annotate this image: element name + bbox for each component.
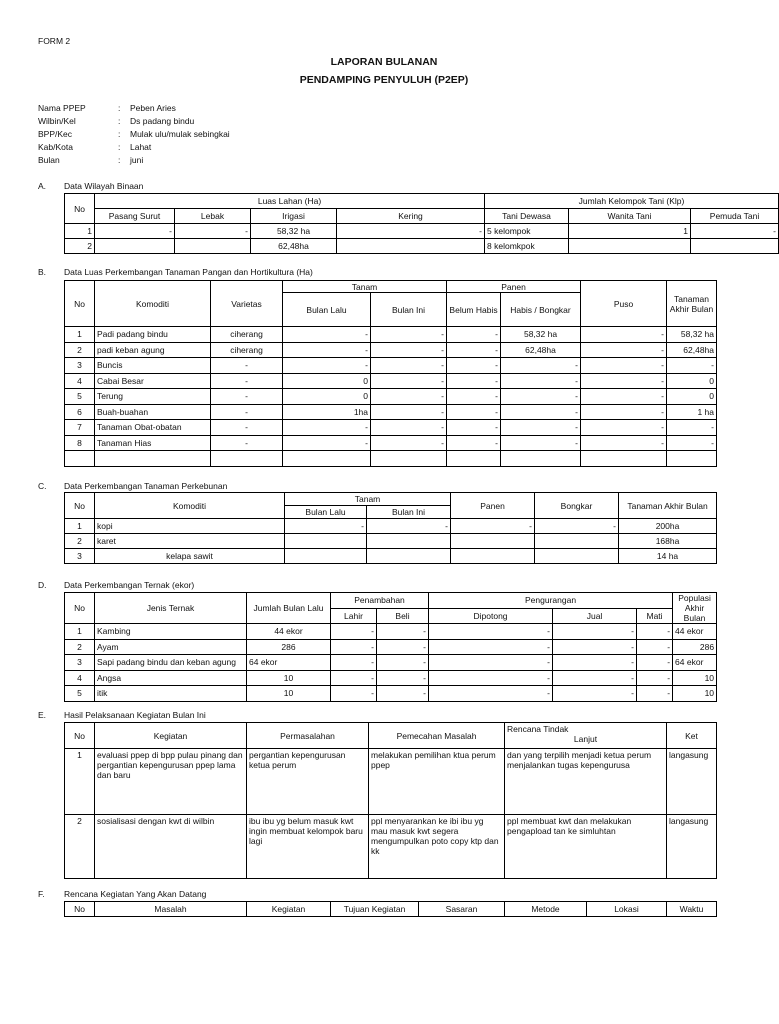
table-row [65, 639, 717, 655]
cell: 0 [283, 389, 371, 405]
cell: ppl menyarankan ke ibi ibu yg mau masuk kwt segera mengumpulkan poto copy ktp dan kk [369, 815, 505, 879]
section-title: Hasil Pelaksanaan Kegiatan Bulan Ini [64, 710, 206, 720]
section-letter: D. [38, 580, 47, 590]
cell: - [429, 670, 553, 686]
cell: - [331, 639, 377, 655]
cell: 1 [65, 624, 95, 640]
table-row [65, 670, 717, 686]
cell: 14 ha [619, 549, 717, 564]
section-letter: A. [38, 181, 47, 191]
cell: - [637, 670, 673, 686]
cell: melakukan pemilihan ktua perum ppep [369, 749, 505, 815]
cell: 0 [667, 373, 717, 389]
identity-label: Kab/Kota [38, 142, 73, 152]
col-no: No [65, 194, 95, 224]
col-pengurangan: Pengurangan [429, 593, 673, 609]
cell: 10 [673, 670, 717, 686]
cell: - [667, 435, 717, 451]
identity-row: BPP/Kec : Mulak ulu/mulak sebingkai [38, 129, 230, 139]
cell: 5 kelompok [485, 224, 569, 239]
section-title: Data Wilayah Binaan [64, 181, 144, 191]
cell: - [211, 435, 283, 451]
col-no: No [65, 493, 95, 519]
col-irigasi: Irigasi [251, 209, 337, 224]
cell: 8 kelomkpok [485, 239, 569, 254]
col-belum-habis: Belum Habis [447, 293, 501, 327]
section-letter: E. [38, 710, 47, 720]
cell: karet [95, 534, 285, 549]
cell: 2 [65, 639, 95, 655]
cell: 10 [247, 670, 331, 686]
cell: - [371, 420, 447, 436]
cell: - [535, 519, 619, 534]
cell: - [331, 624, 377, 640]
col-pemecahan-masalah: Pemecahan Masalah [369, 723, 505, 749]
cell: - [637, 624, 673, 640]
cell: - [501, 389, 581, 405]
cell [95, 239, 175, 254]
section-d-heading [38, 580, 194, 590]
cell: - [637, 639, 673, 655]
cell: - [371, 358, 447, 374]
cell: Kambing [95, 624, 247, 640]
col-ket: Ket [667, 723, 717, 749]
cell: - [337, 224, 485, 239]
cell: - [447, 389, 501, 405]
identity-value: Mulak ulu/mulak sebingkai [130, 129, 230, 139]
section-title: Data Perkembangan Ternak (ekor) [64, 580, 195, 590]
section-f-heading [38, 889, 206, 899]
cell: - [211, 358, 283, 374]
col-masalah: Masalah [95, 902, 247, 917]
cell: - [501, 373, 581, 389]
cell: 1 [569, 224, 691, 239]
col-no: No [65, 593, 95, 624]
cell: 4 [65, 670, 95, 686]
header-line: Lanjut [573, 734, 598, 744]
col-populasi: Populasi Akhir Bulan [673, 593, 717, 624]
cell: 3 [65, 358, 95, 374]
cell: - [211, 404, 283, 420]
col-kegiatan: Kegiatan [95, 723, 247, 749]
cell: itik [95, 686, 247, 702]
cell: padi keban agung [95, 342, 211, 358]
col-tanam: Tanam [285, 493, 451, 506]
col-wanita-tani: Wanita Tani [569, 209, 691, 224]
identity-label: BPP/Kec [38, 129, 73, 139]
cell: 62,48ha [251, 239, 337, 254]
table-hasil-kegiatan [64, 722, 717, 879]
table-row [65, 624, 717, 640]
form-code: FORM 2 [38, 36, 71, 46]
cell: - [581, 358, 667, 374]
identity-row: Wilbin/Kel : Ds padang bindu [38, 116, 195, 126]
cell: ppl membuat kwt dan melakukan pengapload tan ke simluhtan [505, 815, 667, 879]
cell: - [447, 342, 501, 358]
cell: 1 [65, 327, 95, 343]
col-lahir: Lahir [331, 608, 377, 624]
cell: - [637, 686, 673, 702]
table-rencana-kegiatan [64, 901, 717, 917]
cell: - [447, 358, 501, 374]
col-kering: Kering [337, 209, 485, 224]
cell: - [501, 358, 581, 374]
table-row [65, 389, 717, 405]
table-row [65, 404, 717, 420]
col-jual: Jual [553, 608, 637, 624]
cell: Sapi padang bindu dan keban agung [95, 655, 247, 671]
identity-row: Nama PPEP : Peben Aries [38, 103, 176, 113]
cell: 3 [65, 549, 95, 564]
cell [285, 534, 367, 549]
cell: - [451, 519, 535, 534]
table-perkebunan [64, 492, 717, 564]
cell: - [581, 404, 667, 420]
cell: - [377, 686, 429, 702]
cell: 1 [65, 749, 95, 815]
cell [175, 239, 251, 254]
cell: - [283, 358, 371, 374]
col-pasang-surut: Pasang Surut [95, 209, 175, 224]
identity-value: Lahat [130, 142, 152, 152]
col-metode: Metode [505, 902, 587, 917]
cell: - [429, 686, 553, 702]
cell [535, 534, 619, 549]
report-title: LAPORAN BULANAN [330, 56, 438, 68]
cell [569, 239, 691, 254]
cell: - [371, 327, 447, 343]
col-kelompok-tani: Jumlah Kelompok Tani (Klp) [485, 194, 779, 209]
col-no: No [65, 902, 95, 917]
table-row [65, 342, 717, 358]
cell: 286 [673, 639, 717, 655]
cell: 2 [65, 815, 95, 879]
cell: 1 [65, 519, 95, 534]
table-row [65, 749, 717, 815]
cell: - [331, 655, 377, 671]
cell: ibu ibu yg belum masuk kwt ingin membuat kelompok baru lagi [247, 815, 369, 879]
header-line: Rencana Tindak [507, 724, 569, 734]
cell: - [371, 342, 447, 358]
cell: - [285, 519, 367, 534]
cell: - [371, 435, 447, 451]
col-lokasi: Lokasi [587, 902, 667, 917]
table-row [65, 435, 717, 451]
section-letter: F. [38, 889, 45, 899]
cell: - [581, 420, 667, 436]
cell: - [447, 435, 501, 451]
cell: 5 [65, 686, 95, 702]
identity-row: Bulan : juni [38, 155, 144, 165]
col-lebak: Lebak [175, 209, 251, 224]
col-kegiatan: Kegiatan [247, 902, 331, 917]
col-bulan-lalu: Bulan Lalu [285, 506, 367, 519]
col-tani-dewasa: Tani Dewasa [485, 209, 569, 224]
cell: - [429, 639, 553, 655]
cell: 2 [65, 342, 95, 358]
cell: - [429, 624, 553, 640]
cell: 44 ekor [673, 624, 717, 640]
cell: 62,48ha [501, 342, 581, 358]
cell: - [501, 435, 581, 451]
section-b-heading [38, 267, 313, 277]
cell: - [283, 327, 371, 343]
cell: 3 [65, 655, 95, 671]
cell: - [367, 519, 451, 534]
table-wilayah-binaan [64, 193, 779, 254]
col-komoditi: Komoditi [95, 281, 211, 327]
cell: 58,32 ha [251, 224, 337, 239]
cell: - [501, 420, 581, 436]
table-row [65, 686, 717, 702]
table-row [65, 224, 779, 239]
cell: Buncis [95, 358, 211, 374]
col-dipotong: Dipotong [429, 608, 553, 624]
cell: - [331, 686, 377, 702]
identity-block [38, 102, 230, 167]
cell [367, 534, 451, 549]
col-panen: Panen [451, 493, 535, 519]
cell: - [581, 373, 667, 389]
cell: Terung [95, 389, 211, 405]
cell: - [429, 655, 553, 671]
identity-row: Kab/Kota : Lahat [38, 142, 152, 152]
cell: - [667, 420, 717, 436]
cell: Ayam [95, 639, 247, 655]
cell: - [95, 224, 175, 239]
section-e-heading [38, 710, 206, 720]
cell: ciherang [211, 327, 283, 343]
identity-label: Nama PPEP [38, 103, 86, 113]
col-rencana-tindak-lanjut [505, 723, 667, 749]
cell: 2 [65, 534, 95, 549]
col-bulan-ini: Bulan Ini [371, 293, 447, 327]
col-penambahan: Penambahan [331, 593, 429, 609]
col-jenis-ternak: Jenis Ternak [95, 593, 247, 624]
cell: 286 [247, 639, 331, 655]
cell: 10 [673, 686, 717, 702]
cell: kopi [95, 519, 285, 534]
cell: 58,32 ha [667, 327, 717, 343]
cell: 58,32 ha [501, 327, 581, 343]
identity-value: juni [130, 155, 144, 165]
col-puso: Puso [581, 281, 667, 327]
col-varietas: Varietas [211, 281, 283, 327]
cell: 0 [667, 389, 717, 405]
col-bongkar: Bongkar [535, 493, 619, 519]
table-row [65, 655, 717, 671]
col-pemuda-tani: Pemuda Tani [691, 209, 779, 224]
cell: pergantian kepengurusan ketua perum [247, 749, 369, 815]
cell: - [553, 655, 637, 671]
cell: - [581, 342, 667, 358]
cell: - [283, 435, 371, 451]
col-luas-lahan: Luas Lahan (Ha) [95, 194, 485, 209]
report-subtitle: PENDAMPING PENYULUH (P2EP) [299, 74, 469, 86]
cell: 4 [65, 373, 95, 389]
col-beli: Beli [377, 608, 429, 624]
identity-value: Ds padang bindu [130, 116, 195, 126]
cell: 64 ekor [673, 655, 717, 671]
cell: - [447, 404, 501, 420]
table-row [65, 358, 717, 374]
cell: evaluasi ppep di bpp pulau pinang dan pergantian kepengurusan ppep lama dan baru [95, 749, 247, 815]
cell: - [691, 224, 779, 239]
cell: 7 [65, 420, 95, 436]
cell: - [581, 327, 667, 343]
col-no: No [65, 281, 95, 327]
cell: - [211, 389, 283, 405]
cell: - [501, 404, 581, 420]
col-tanaman-akhir: Tanaman Akhir Bulan [619, 493, 717, 519]
table-tanaman-pangan [64, 280, 717, 467]
table-ternak [64, 592, 717, 702]
cell: 8 [65, 435, 95, 451]
cell: 6 [65, 404, 95, 420]
cell: - [447, 327, 501, 343]
cell: - [377, 655, 429, 671]
section-letter: C. [38, 481, 47, 491]
cell: - [581, 435, 667, 451]
section-title: Rencana Kegiatan Yang Akan Datang [64, 889, 207, 899]
cell: 2 [65, 239, 95, 254]
cell: 5 [65, 389, 95, 405]
section-title: Data Perkembangan Tanaman Perkebunan [64, 481, 228, 491]
cell: - [371, 373, 447, 389]
col-habis-bongkar: Habis / Bongkar [501, 293, 581, 327]
table-row [65, 451, 717, 467]
cell: 168ha [619, 534, 717, 549]
col-tanaman-akhir: Tanaman Akhir Bulan [667, 281, 717, 327]
cell: - [553, 639, 637, 655]
col-tujuan-kegiatan: Tujuan Kegiatan [331, 902, 419, 917]
cell: kelapa sawit [95, 549, 285, 564]
cell: - [283, 342, 371, 358]
cell: langasung [667, 815, 717, 879]
cell: - [211, 373, 283, 389]
cell: - [581, 389, 667, 405]
cell: - [211, 420, 283, 436]
cell: 10 [247, 686, 331, 702]
table-row [65, 549, 717, 564]
section-a-heading [38, 181, 143, 191]
cell: Cabai Besar [95, 373, 211, 389]
cell: ciherang [211, 342, 283, 358]
table-row [65, 815, 717, 879]
cell [367, 549, 451, 564]
cell: 200ha [619, 519, 717, 534]
cell: - [553, 686, 637, 702]
cell: Angsa [95, 670, 247, 686]
cell: 0 [283, 373, 371, 389]
cell: 1 [65, 224, 95, 239]
cell [285, 549, 367, 564]
col-bulan-lalu: Bulan Lalu [283, 293, 371, 327]
cell: - [447, 420, 501, 436]
col-sasaran: Sasaran [419, 902, 505, 917]
cell: 1 ha [667, 404, 717, 420]
section-letter: B. [38, 267, 47, 277]
identity-label: Bulan [38, 155, 60, 165]
cell: - [331, 670, 377, 686]
cell: - [553, 670, 637, 686]
cell: 44 ekor [247, 624, 331, 640]
cell: Padi padang bindu [95, 327, 211, 343]
col-mati: Mati [637, 608, 673, 624]
cell: dan yang terpilih menjadi ketua perum menjalankan tugas kepengurusa [505, 749, 667, 815]
col-permasalahan: Permasalahan [247, 723, 369, 749]
col-jumlah-bulan-lalu: Jumlah Bulan Lalu [247, 593, 331, 624]
cell: 1ha [283, 404, 371, 420]
col-panen: Panen [447, 281, 581, 293]
cell [535, 549, 619, 564]
identity-label: Wilbin/Kel [38, 116, 76, 126]
cell: - [371, 404, 447, 420]
col-tanam: Tanam [283, 281, 447, 293]
table-row [65, 373, 717, 389]
cell: Tanaman Obat-obatan [95, 420, 211, 436]
table-row [65, 327, 717, 343]
cell: Buah-buahan [95, 404, 211, 420]
table-row [65, 519, 717, 534]
cell [337, 239, 485, 254]
col-komoditi: Komoditi [95, 493, 285, 519]
table-row [65, 420, 717, 436]
cell: - [447, 373, 501, 389]
cell: 64 ekor [247, 655, 331, 671]
section-title: Data Luas Perkembangan Tanaman Pangan dan Hortikultura (Ha) [64, 267, 313, 277]
table-row [65, 239, 779, 254]
cell: - [371, 389, 447, 405]
cell: - [175, 224, 251, 239]
cell: Tanaman Hias [95, 435, 211, 451]
cell: - [377, 639, 429, 655]
identity-value: Peben Aries [130, 103, 176, 113]
cell: sosialisasi dengan kwt di wilbin [95, 815, 247, 879]
col-bulan-ini: Bulan Ini [367, 506, 451, 519]
cell: - [637, 655, 673, 671]
cell [451, 549, 535, 564]
cell: - [667, 358, 717, 374]
cell: - [377, 670, 429, 686]
cell: langasung [667, 749, 717, 815]
cell [691, 239, 779, 254]
cell [451, 534, 535, 549]
col-no: No [65, 723, 95, 749]
col-waktu: Waktu [667, 902, 717, 917]
cell: 62,48ha [667, 342, 717, 358]
cell: - [377, 624, 429, 640]
section-c-heading [38, 481, 227, 491]
table-row [65, 534, 717, 549]
cell: - [553, 624, 637, 640]
cell: - [283, 420, 371, 436]
